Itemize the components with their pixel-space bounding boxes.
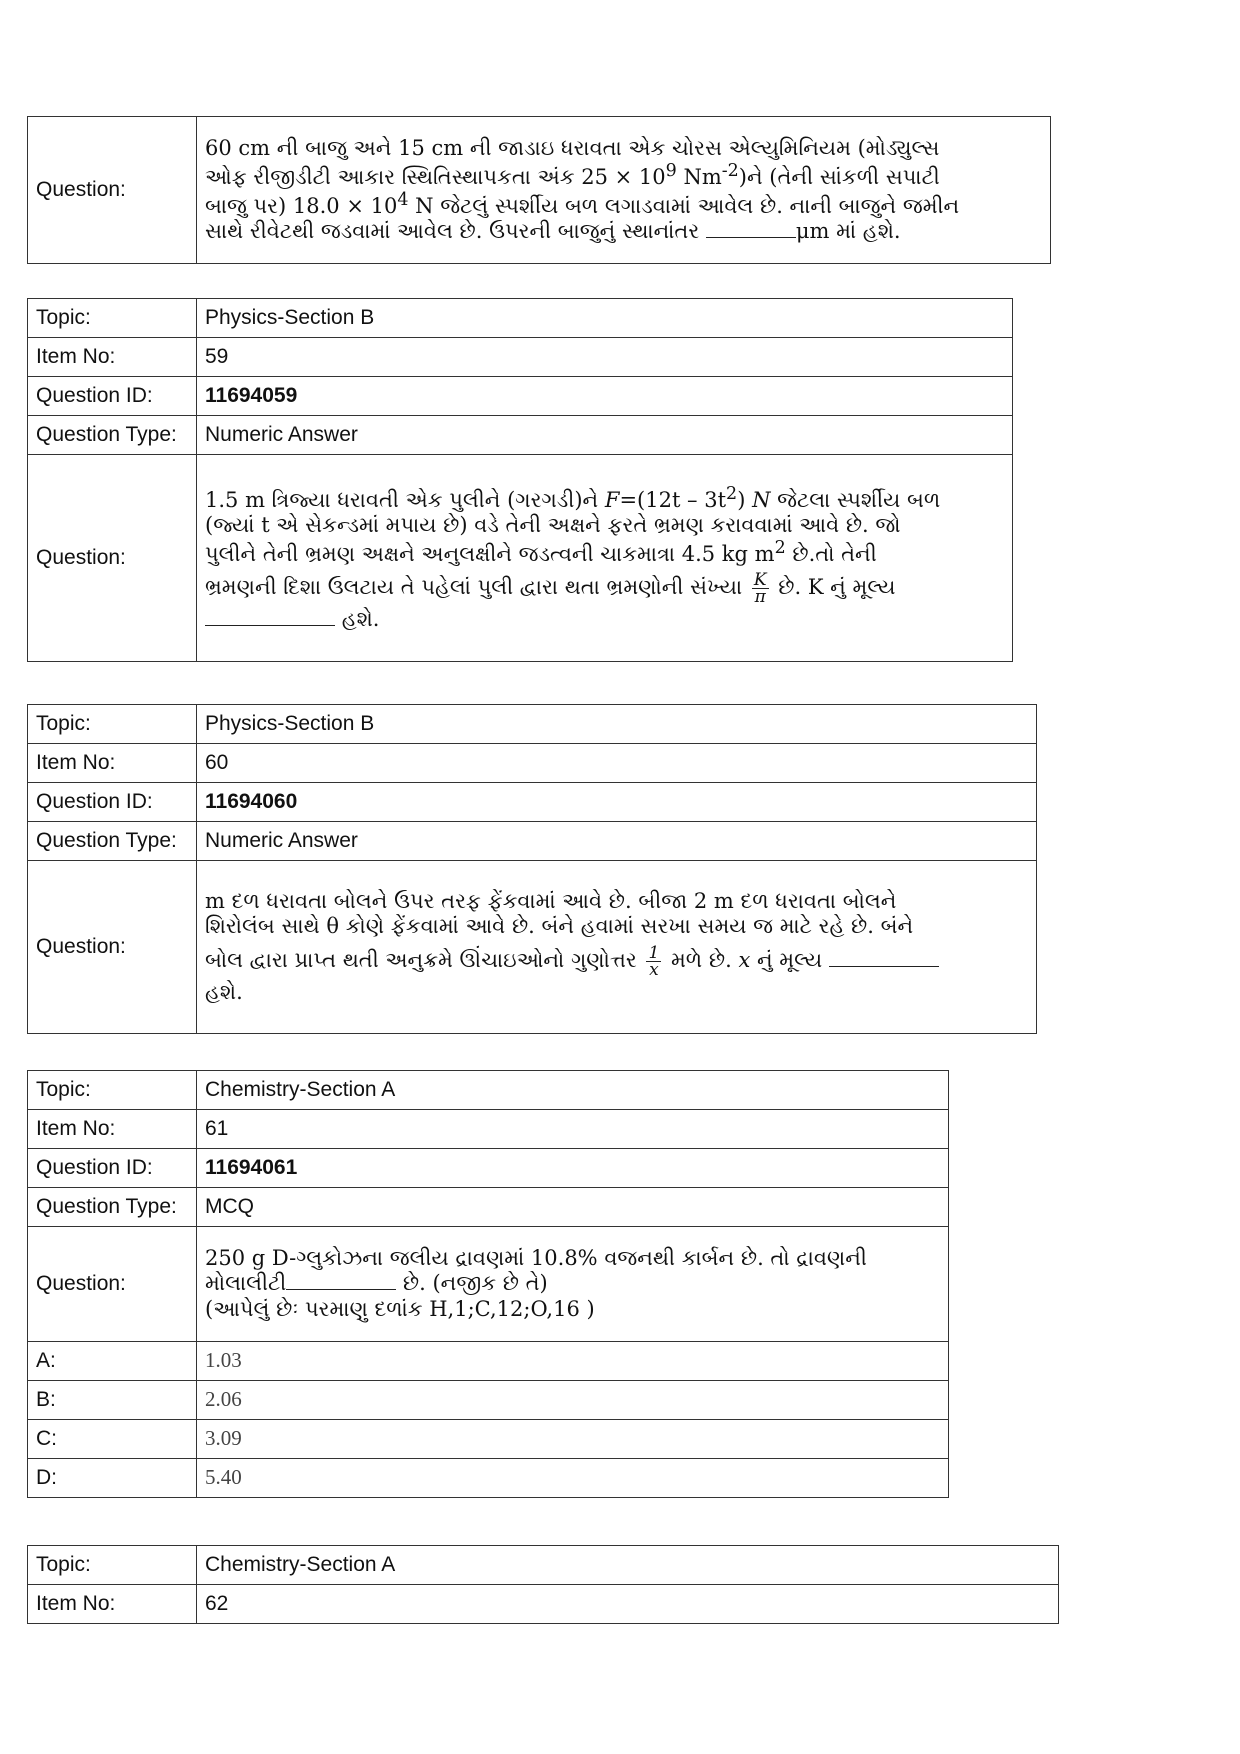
topic-label: Topic:: [28, 1546, 197, 1585]
topic-label: Topic:: [28, 299, 197, 338]
question-line: 1.5 m ત્રિજ્યા ધરાવતી એક પુલીને (ગરગડી)ને $F=(12t - 3t^2)$ N જેટલા સ્પર્શીય બળ: [205, 483, 941, 512]
question-type-label: Question Type:: [28, 416, 197, 455]
question-line: હશે.: [205, 607, 1004, 632]
topic-value: Physics-Section B: [197, 705, 1037, 744]
option-d-label: D:: [28, 1459, 197, 1498]
option-c-value: 3.09: [197, 1420, 949, 1459]
topic-value: Chemistry-Section A: [197, 1071, 949, 1110]
question-block-59: [27, 298, 1013, 662]
question-id-label: Question ID:: [28, 783, 197, 822]
question-label: Question:: [28, 455, 197, 662]
option-a-value: 1.03: [197, 1342, 949, 1381]
option-d-value: 5.40: [197, 1459, 949, 1498]
item-no-label: Item No:: [28, 1585, 197, 1624]
item-no-label: Item No:: [28, 1110, 197, 1149]
question-id-label: Question ID:: [28, 377, 197, 416]
question-line: શિરોલંબ સાથે θ કોણે ફેંકવામાં આવે છે. બંને હવામાં સરખા સમય જ માટે રહે છે. બંને: [205, 914, 914, 939]
question-block-60: [27, 704, 1037, 1034]
question-type-label: Question Type:: [28, 1188, 197, 1227]
option-c-label: C:: [28, 1420, 197, 1459]
question-label: Question:: [28, 1227, 197, 1342]
question-line: 250 g D-ગ્લુકોઝના જલીય દ્રાવણમાં 10.8% વજનથી કાર્બન છે. તો દ્રાવણની: [205, 1246, 867, 1271]
question-line: પુલીને તેની ભ્રમણ અક્ષને અનુલક્ષીને જડત્વની ચાકમાત્રા 4.5 kg $m^2$ છે.તો તેની: [205, 538, 877, 566]
item-no-value: 62: [197, 1585, 1059, 1624]
question-text: [197, 861, 1037, 1034]
answer-blank: [286, 1288, 396, 1290]
question-block-58: [27, 116, 1051, 264]
topic-value: Chemistry-Section A: [197, 1546, 1059, 1585]
question-line: ઓફ રીજીડીટી આકાર સ્થિતિસ્થાપકતા અંક $25 \times 10^9$ $Nm^{-2})ને$ (તેની સાંકળી સપાટી: [205, 160, 940, 189]
question-line: હશે.: [205, 979, 243, 1004]
question-id-label: Question ID:: [28, 1149, 197, 1188]
answer-blank: [829, 965, 939, 967]
question-line: બોલ દ્વારા પ્રાપ્ત થતી અનુક્રમે ઊંચાઇઓનો ગુણોત્તર $\frac{1}{x}$ મળે છે. x નું મૂલ્ય: [205, 940, 1028, 980]
question-line: 60 cm ની બાજુ અને 15 cm ની જાડાઇ ધરાવતા એક ચોરસ એલ્યુમિનિયમ (મોડ્યુલ્સ: [205, 135, 940, 160]
answer-blank: [706, 236, 796, 238]
item-no-value: 60: [197, 744, 1037, 783]
topic-label: Topic:: [28, 705, 197, 744]
question-label: Question:: [28, 117, 197, 264]
question-label: Question:: [28, 861, 197, 1034]
question-id-value: 11694059: [197, 377, 1013, 416]
question-line: બાજુ પર) $18.0 \times 10^4$ N જેટલું સ્પર્શીય બળ લગાડવામાં આવેલ છે. નાની બાજુને જમીન: [205, 190, 960, 218]
topic-value: Physics-Section B: [197, 299, 1013, 338]
question-line: (આપેલું છેઃ પરમાણુ દળાંક H,1;C,12;O,16 ): [205, 1296, 595, 1321]
item-no-label: Item No:: [28, 338, 197, 377]
option-b-value: 2.06: [197, 1381, 949, 1420]
answer-blank: [205, 624, 335, 626]
question-id-value: 11694060: [197, 783, 1037, 822]
item-no-value: 61: [197, 1110, 949, 1149]
question-text: [197, 1227, 949, 1342]
item-no-value: 59: [197, 338, 1013, 377]
question-id-value: 11694061: [197, 1149, 949, 1188]
question-block-62: [27, 1545, 1059, 1624]
question-type-value: Numeric Answer: [197, 416, 1013, 455]
question-line: મોલાલીટી છે. (નજીક છે તે): [205, 1271, 548, 1296]
question-line: (જ્યાં t એ સેકન્ડમાં મપાય છે) વડે તેની અક્ષને ફરતે ભ્રમણ કરાવવામાં આવે છે. જો: [205, 512, 901, 537]
question-type-label: Question Type:: [28, 822, 197, 861]
option-b-label: B:: [28, 1381, 197, 1420]
question-text: [197, 455, 1013, 662]
option-a-label: A:: [28, 1342, 197, 1381]
fraction: $\frac{1}{x}$: [648, 942, 660, 980]
question-type-value: MCQ: [197, 1188, 949, 1227]
question-block-61: [27, 1070, 949, 1498]
question-text: [197, 117, 1051, 264]
question-line: ભ્રમણની દિશા ઉલટાય તે પહેલાં પુલી દ્વારા થતા ભ્રમણોની સંખ્યા $\frac{K}{\pi}$ છે. K નું મૂલ્ય: [205, 570, 896, 608]
topic-label: Topic:: [28, 1071, 197, 1110]
item-no-label: Item No:: [28, 744, 197, 783]
question-type-value: Numeric Answer: [197, 822, 1037, 861]
fraction: $\frac{K}{\pi}$: [753, 570, 767, 608]
question-line: સાથે રીવેટથી જડવામાં આવેલ છે. ઉપરની બાજુનું સ્થાનાંતર μm માં હશે.: [205, 219, 901, 244]
question-line: m દળ ધરાવતા બોલને ઉપર તરફ ફેંકવામાં આવે છે. બીજા 2 m દળ ધરાવતા બોલને: [205, 889, 897, 914]
